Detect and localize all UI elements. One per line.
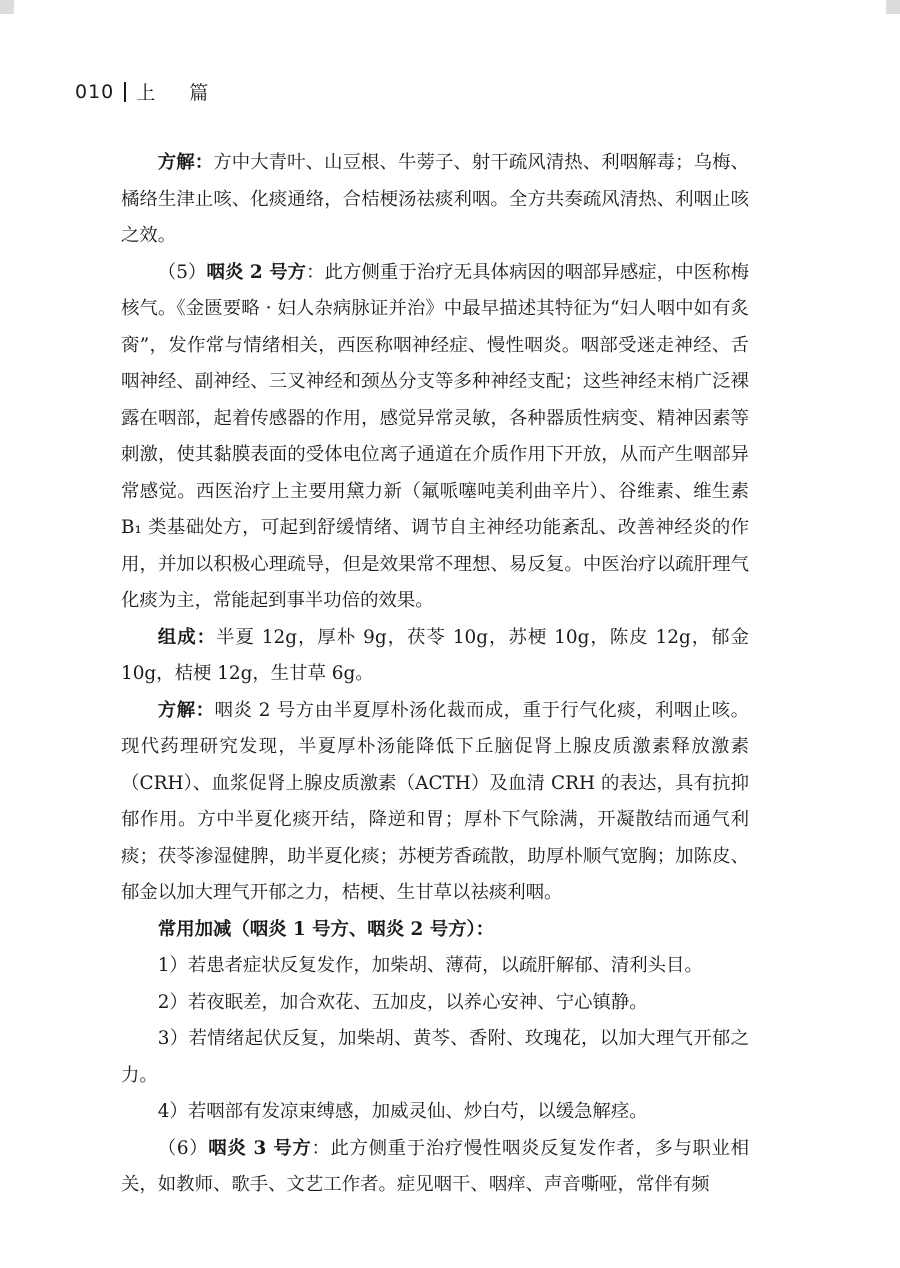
paragraph: [121, 912, 749, 949]
paragraph-text: 2）若夜眠差，加合欢花、五加皮，以养心安神、宁心镇静。: [157, 991, 648, 1013]
paragraph: [121, 620, 749, 693]
paragraph-prefix: （6）: [157, 1137, 209, 1159]
paragraph-text: ：此方侧重于治疗无具体病因的咽部异感症，中医称梅核气。《金匮要略 · 妇人杂病脉证并治》中最早描述其特征为“妇人咽中如有炙脔”，发作常与情绪相关，西医称咽神经症、慢性咽炎。咽部受迷走神经、舌咽神经、副神经、三叉神经和颈丛分支等多种神经支配；这些神经末梢广泛裸露在咽部，起着传感器的作用，感觉异常灵敏，各种器质性病变、精神因素等刺激，使其黏膜表面的受体电位离子通道在介质作用下开放，从而产生咽部异常感觉。西医治疗上主要用黛力新（氟哌噻吨美利曲辛片）、谷维素、维生素 B₁ 类基础处方，可起到舒缓情绪、调节自主神经功能紊乱、改善神经炎的作用，并加以积极心理疏导，但是效果常不理想、易反复。中医治疗以疏肝理气化痰为主，常能起到事半功倍的效果。: [121, 261, 749, 611]
section-title: 上 篇: [136, 82, 223, 104]
paragraph: [121, 1131, 749, 1204]
header-divider: [124, 82, 126, 102]
paragraph-text: 半夏 12g，厚朴 9g，茯苓 10g，苏梗 10g，陈皮 12g，郁金 10g，桔梗 12g，生甘草 6g。: [121, 626, 749, 684]
paragraph-text: 3）若情绪起伏反复，加柴胡、黄芩、香附、玫瑰花，以加大理气开郁之力。: [121, 1028, 749, 1086]
paragraph-text: 4）若咽部有发凉束缚感，加威灵仙、炒白芍，以缓急解痉。: [157, 1101, 648, 1122]
crop-mark: [886, 0, 900, 14]
paragraph-lead: 方解：: [157, 699, 215, 721]
paragraph-lead: 咽炎 2 号方: [206, 261, 307, 283]
paragraph-text: 1）若患者症状反复发作，加柴胡、薄荷，以疏肝解郁、清利头目。: [157, 955, 703, 976]
paragraph: [121, 145, 749, 255]
paragraph-lead: 常用加减（咽炎 1 号方、咽炎 2 号方）：: [157, 918, 495, 940]
paragraph-text: ：此方侧重于治疗慢性咽炎反复发作者，多与职业相关，如教师、歌手、文艺工作者。症见咽干、咽痒、声音嘶哑，常伴有频: [121, 1137, 750, 1195]
page-number: 010: [75, 80, 115, 103]
list-item: [121, 948, 749, 985]
paragraph-prefix: （5）: [157, 261, 207, 283]
paragraph-lead: 组成：: [157, 626, 217, 648]
body-text: [121, 145, 749, 1204]
paragraph-lead: 方解：: [157, 152, 214, 173]
paragraph: [121, 255, 749, 620]
list-item: [121, 1021, 749, 1094]
paragraph-lead: 咽炎 3 号方: [208, 1137, 312, 1159]
crop-mark: [0, 0, 14, 14]
paragraph-text: 方中大青叶、山豆根、牛蒡子、射干疏风清热、利咽解毒；乌梅、橘络生津止咳、化痰通络，合桔梗汤祛痰利咽。全方共奏疏风清热、利咽止咳之效。: [121, 152, 749, 246]
list-item: [121, 1094, 749, 1131]
paragraph: [121, 693, 749, 912]
list-item: [121, 985, 749, 1022]
paragraph-text: 咽炎 2 号方由半夏厚朴汤化裁而成，重于行气化痰，利咽止咳。现代药理研究发现，半夏厚朴汤能降低下丘脑促肾上腺皮质激素释放激素（CRH）、血浆促肾上腺皮质激素（ACTH）及血清 CRH 的表达，具有抗抑郁作用。方中半夏化痰开结，降逆和胃；厚朴下气除满，开凝散结而通气利痰；茯苓渗湿健脾，助半夏化痰；苏梗芳香疏散，助厚朴顺气宽胸；加陈皮、郁金以加大理气开郁之力，桔梗、生甘草以祛痰利咽。: [121, 699, 749, 903]
running-header: [75, 78, 222, 105]
